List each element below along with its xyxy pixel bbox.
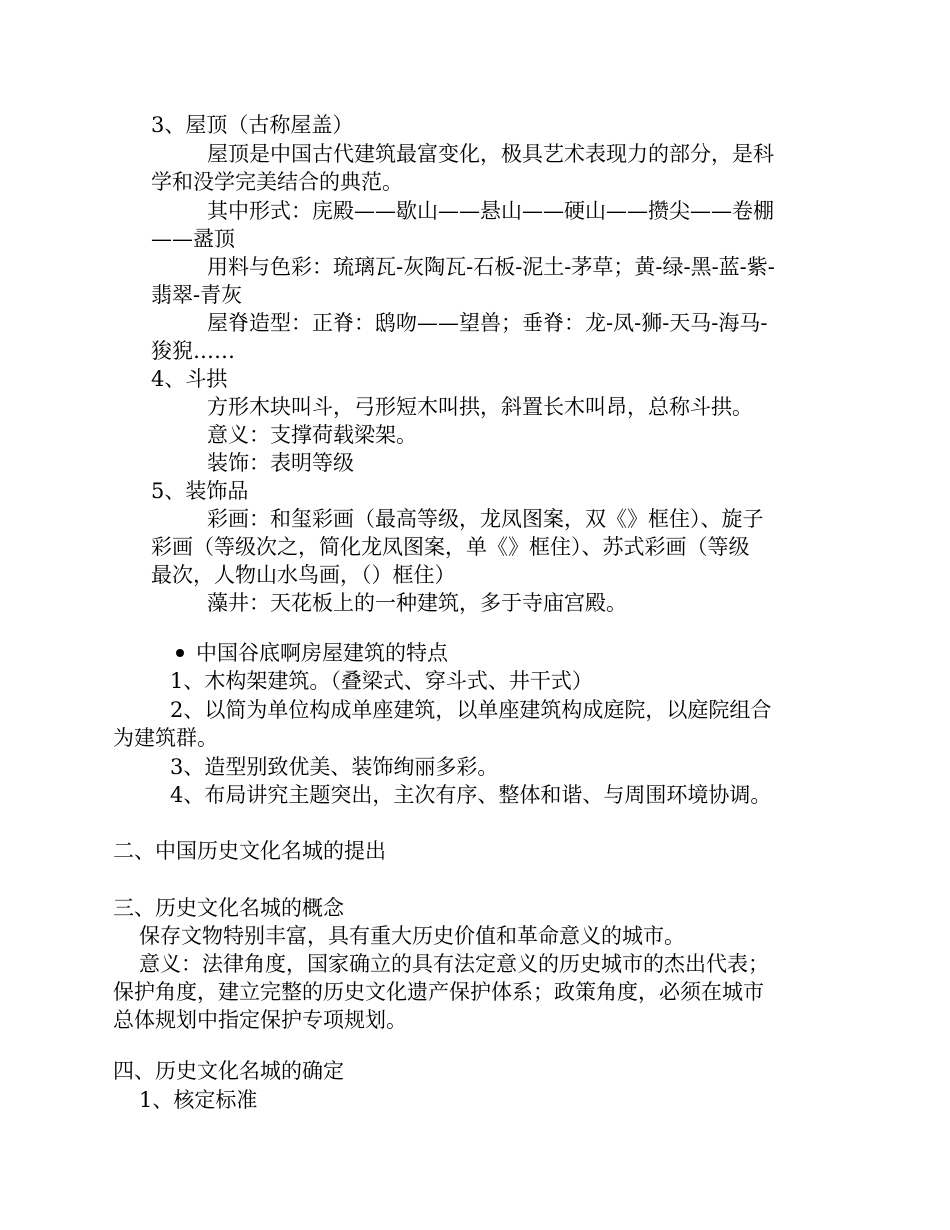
section-2-heading: 二、中国历史文化名城的提出 [113, 839, 386, 863]
dougong-meaning: 意义：支撑荷载梁架。 [207, 423, 417, 447]
roof-heading: 3、屋顶（古称屋盖） [151, 113, 354, 137]
features-bullet-text: 中国谷底啊房屋建筑的特点 [196, 641, 448, 665]
roof-ridge-line1: 屋脊造型：正脊：鸱吻——望兽；垂脊：龙-凤-狮-天马-海马- [207, 311, 768, 335]
section-4-item-1: 1、核定标准 [139, 1088, 258, 1112]
section-3-heading: 三、历史文化名城的概念 [113, 896, 344, 920]
decor-painting-line1: 彩画：和玺彩画（最高等级，龙凤图案，双《》框住）、旋子 [207, 507, 764, 531]
roof-forms-line2: ——盝顶 [151, 227, 235, 251]
features-item-3: 3、造型别致优美、装饰绚丽多彩。 [170, 755, 499, 779]
features-item-1: 1、木构架建筑。（叠梁式、穿斗式、井干式） [170, 669, 593, 693]
roof-intro-line2: 学和没学完美结合的典范。 [151, 170, 403, 194]
section-4-heading: 四、历史文化名城的确定 [113, 1059, 344, 1083]
section-3-meaning-line3: 总体规划中指定保护专项规划。 [113, 1008, 407, 1032]
dougong-definition: 方形木块叫斗，弓形短木叫拱，斜置长木叫昂，总称斗拱。 [207, 395, 753, 419]
dougong-decoration: 装饰：表明等级 [207, 451, 354, 475]
section-3-meaning-line2: 保护角度，建立完整的历史文化遗产保护体系；政策角度，必须在城市 [113, 980, 764, 1004]
roof-ridge-line2: 狻猊…… [151, 339, 235, 363]
features-bullet-item [176, 640, 898, 667]
roof-materials-line1: 用料与色彩：琉璃瓦-灰陶瓦-石板-泥土-茅草；黄-绿-黑-蓝-紫- [207, 255, 775, 279]
features-item-2-line2: 为建筑群。 [113, 726, 218, 750]
section-3-meaning-line1: 意义：法律角度，国家确立的具有法定意义的历史城市的杰出代表； [139, 952, 769, 976]
features-item-2-line1: 2、以简为单位构成单座建筑，以单座建筑构成庭院，以庭院组合 [170, 698, 772, 722]
bullet-icon [176, 649, 184, 657]
features-item-4: 4、布局讲究主题突出，主次有序、整体和谐、与周围环境协调。 [170, 783, 772, 807]
section-3-definition: 保存文物特别丰富，具有重大历史价值和革命意义的城市。 [139, 924, 685, 948]
roof-forms-line1: 其中形式：庑殿——歇山——悬山——硬山——攒尖——卷棚 [207, 199, 774, 223]
roof-intro-line1: 屋顶是中国古代建筑最富变化，极具艺术表现力的部分，是科 [207, 142, 774, 166]
roof-materials-line2: 翡翠-青灰 [151, 283, 243, 307]
decor-heading: 5、装饰品 [151, 479, 249, 503]
decor-caisson: 藻井：天花板上的一种建筑，多于寺庙宫殿。 [207, 591, 627, 615]
dougong-heading: 4、斗拱 [151, 367, 228, 391]
decor-painting-line2: 彩画（等级次之，简化龙凤图案，单《》框住）、苏式彩画（等级 [151, 535, 750, 559]
decor-painting-line3: 最次，人物山水鸟画，（）框住） [151, 563, 456, 587]
